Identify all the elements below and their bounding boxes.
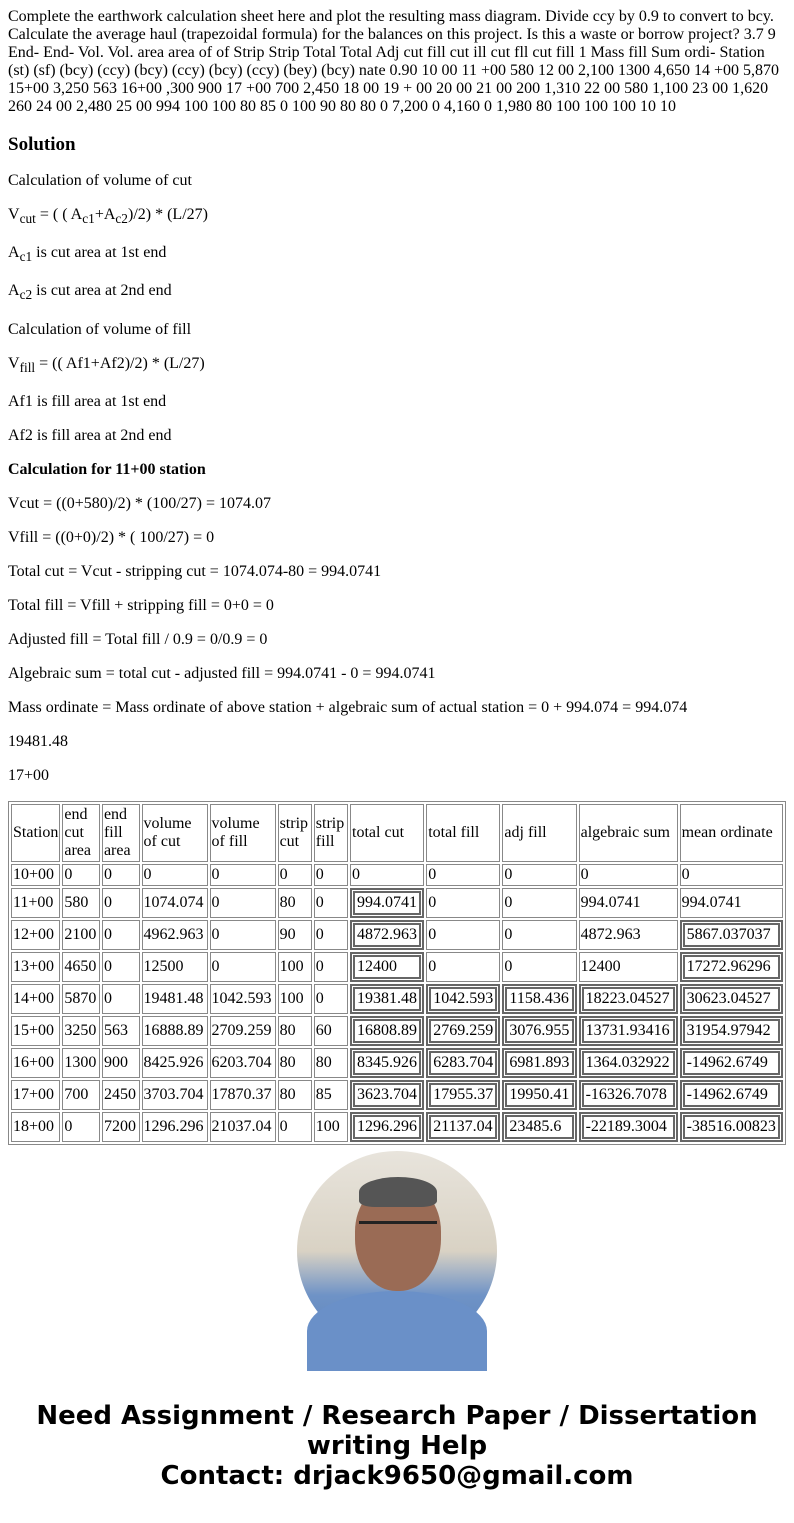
footer-contact: Contact: drjack9650@gmail.com (160, 1460, 634, 1491)
table-cell (680, 1080, 783, 1110)
table-cell: 0 (502, 864, 576, 886)
table-cell: 8425.926 (142, 1048, 208, 1078)
table-cell: 19481.48 (142, 984, 208, 1014)
table-cell: 0 (314, 864, 348, 886)
column-header: adj fill (502, 804, 576, 862)
table-cell: 0 (502, 920, 576, 950)
table-cell: 563 (102, 1016, 140, 1046)
boxed-value: 1296.296 (353, 1115, 421, 1139)
table-cell: 80 (278, 888, 312, 918)
table-row (11, 984, 783, 1014)
table-cell: 15+00 (11, 1016, 60, 1046)
column-header: volume of fill (210, 804, 276, 862)
boxed-value: 6283.704 (429, 1051, 497, 1075)
fill-volume-formula: $V_{fill}$ = (( Af1+Af2)/2) * (L/27) (8, 354, 205, 375)
boxed-value: -38516.00823 (683, 1115, 780, 1139)
table-cell: 900 (102, 1048, 140, 1078)
boxed-value: 12400 (353, 955, 421, 979)
table-cell (680, 952, 783, 982)
boxed-value: 19950.41 (505, 1083, 573, 1107)
calc-line: 19481.48 (8, 732, 68, 750)
table-cell (579, 984, 678, 1014)
table-cell: 0 (278, 1112, 312, 1142)
column-header: Station (11, 804, 60, 862)
table-row (11, 1048, 783, 1078)
table-cell: 4962.963 (142, 920, 208, 950)
boxed-value: 30623.04527 (683, 987, 780, 1011)
calc-line: Adjusted fill = Total fill / 0.9 = 0/0.9 = 0 (8, 630, 268, 648)
table-cell: 0 (426, 952, 500, 982)
boxed-value: 8345.926 (353, 1051, 421, 1075)
table-cell: 0 (210, 864, 276, 886)
table-row (11, 864, 783, 886)
footer-banner (8, 1401, 786, 1491)
table-cell: 100 (278, 952, 312, 982)
table-cell: 2100 (62, 920, 100, 950)
boxed-value: 19381.48 (353, 987, 421, 1011)
boxed-value: -14962.6749 (683, 1083, 780, 1107)
column-header: strip cut (278, 804, 312, 862)
table-cell (502, 1112, 576, 1142)
table-cell: 0 (579, 864, 678, 886)
table-cell: 80 (278, 1016, 312, 1046)
table-cell: 3250 (62, 1016, 100, 1046)
boxed-value: 13731.93416 (582, 1019, 675, 1043)
table-cell: 0 (426, 920, 500, 950)
boxed-value: 23485.6 (505, 1115, 573, 1139)
table-cell: 100 (314, 1112, 348, 1142)
table-cell: 7200 (102, 1112, 140, 1142)
table-cell: 6203.704 (210, 1048, 276, 1078)
table-cell: 4650 (62, 952, 100, 982)
table-row (11, 888, 783, 918)
table-cell: 21037.04 (210, 1112, 276, 1142)
table-cell: 0 (314, 888, 348, 918)
table-row (11, 920, 783, 950)
table-cell: 85 (314, 1080, 348, 1110)
table-cell (350, 984, 424, 1014)
boxed-value: 18223.04527 (582, 987, 675, 1011)
table-cell: 0 (680, 864, 783, 886)
table-cell: 100 (278, 984, 312, 1014)
column-header: strip fill (314, 804, 348, 862)
boxed-value: 3623.704 (353, 1083, 421, 1107)
table-cell (579, 1080, 678, 1110)
table-cell: 90 (278, 920, 312, 950)
boxed-value: 21137.04 (429, 1115, 497, 1139)
earthwork-table (8, 801, 786, 1145)
cut-volume-label: Calculation of volume of cut (8, 172, 192, 189)
table-cell: 0 (278, 864, 312, 886)
boxed-value: 1364.032922 (582, 1051, 675, 1075)
column-header: algebraic sum (579, 804, 678, 862)
table-cell (680, 1048, 783, 1078)
table-cell: 1300 (62, 1048, 100, 1078)
boxed-value: -16326.7078 (582, 1083, 675, 1107)
table-cell (502, 1080, 576, 1110)
table-cell (579, 1048, 678, 1078)
table-cell: 12500 (142, 952, 208, 982)
table-cell: 10+00 (11, 864, 60, 886)
table-cell (350, 920, 424, 950)
ac2-definition: $A_{c2}$ is cut area at 2nd end (8, 282, 172, 303)
calc-line: Vcut = ((0+580)/2) * (100/27) = 1074.07 (8, 494, 272, 512)
boxed-value: -14962.6749 (683, 1051, 780, 1075)
table-cell (350, 1080, 424, 1110)
question-text: Complete the earthwork calculation sheet here and plot the resulting mass diagram. Divide ccy by 0.9 to convert to bcy. Calculate the average haul (trapezoidal formula) for the balances on this project. Is this a waste or borrow project? 3.7 9 End- End- Vol. Vol. area area of of Strip Strip Total Total Adj cut fill cut ill cut fll cut fill 1 Mass fill Sum ordi- Station (st) (sf) (bcy) (ccy) (bcy) (ccy) (bcy) (ccy) (bey) (bcy) nate 0.90 10 00 11 +00 580 12 00 2,100 1300 4,650 14 +00 5,870 15+00 3,250 563 16+00 ,300 900 17 +00 700 2,450 18 00 19 + 00 20 00 21 00 200 1,310 22 00 580 1,100 23 00 1,620 260 24 00 2,480 25 00 994 100 100 80 85 0 100 90 80 80 0 7,200 0 4,160 0 1,980 80 100 100 100 10 10 (8, 8, 780, 115)
table-row (11, 1016, 783, 1046)
boxed-value: 16808.89 (353, 1019, 421, 1043)
af1-definition: Af1 is fill area at 1st end (8, 392, 167, 410)
table-cell: 0 (102, 864, 140, 886)
boxed-value: 994.0741 (353, 891, 421, 915)
table-cell: 0 (102, 952, 140, 982)
column-header: total cut (350, 804, 424, 862)
table-cell (579, 1016, 678, 1046)
boxed-value: 31954.97942 (683, 1019, 780, 1043)
table-cell: 13+00 (11, 952, 60, 982)
calc-line: Total cut = Vcut - stripping cut = 1074.074-80 = 994.0741 (8, 562, 382, 580)
table-cell (350, 888, 424, 918)
boxed-value: 4872.963 (353, 923, 421, 947)
table-cell (426, 1048, 500, 1078)
boxed-value: 17272.96296 (683, 955, 780, 979)
calc-line: Vfill = ((0+0)/2) * ( 100/27) = 0 (8, 528, 215, 546)
table-cell: 12+00 (11, 920, 60, 950)
table-cell: 0 (142, 864, 208, 886)
table-cell: 11+00 (11, 888, 60, 918)
table-row (11, 1112, 783, 1142)
calc-line: Algebraic sum = total cut - adjusted fill = 994.0741 - 0 = 994.0741 (8, 664, 436, 682)
table-row (11, 1080, 783, 1110)
table-cell (350, 1016, 424, 1046)
table-cell: 3703.704 (142, 1080, 208, 1110)
calc-line: Total fill = Vfill + stripping fill = 0+0 = 0 (8, 596, 274, 614)
table-cell: 12400 (579, 952, 678, 982)
table-cell: 2450 (102, 1080, 140, 1110)
author-photo (297, 1151, 497, 1351)
table-cell (680, 1016, 783, 1046)
calc-heading: Calculation for 11+00 station (8, 460, 206, 478)
table-cell (350, 1112, 424, 1142)
table-cell: 0 (210, 952, 276, 982)
table-cell (502, 1048, 576, 1078)
table-cell: 18+00 (11, 1112, 60, 1142)
calc-line: 17+00 (8, 766, 50, 784)
column-header: end cut area (62, 804, 100, 862)
boxed-value: 1158.436 (505, 987, 573, 1011)
table-header-row (11, 804, 783, 862)
table-cell (680, 984, 783, 1014)
table-cell (426, 1080, 500, 1110)
table-cell: 0 (62, 1112, 100, 1142)
table-cell: 700 (62, 1080, 100, 1110)
boxed-value: 3076.955 (505, 1019, 573, 1043)
table-cell (426, 1112, 500, 1142)
boxed-value: -22189.3004 (582, 1115, 675, 1139)
table-cell: 0 (314, 952, 348, 982)
boxed-value: 17955.37 (429, 1083, 497, 1107)
table-cell (426, 984, 500, 1014)
table-cell: 0 (426, 888, 500, 918)
column-header: volume of cut (142, 804, 208, 862)
table-cell: 0 (102, 984, 140, 1014)
table-cell: 994.0741 (680, 888, 783, 918)
table-cell: 0 (350, 864, 424, 886)
table-cell: 1042.593 (210, 984, 276, 1014)
table-cell (426, 1016, 500, 1046)
table-cell: 16888.89 (142, 1016, 208, 1046)
column-header: end fill area (102, 804, 140, 862)
boxed-value: 1042.593 (429, 987, 497, 1011)
table-cell: 0 (502, 888, 576, 918)
table-cell (502, 1016, 576, 1046)
table-cell: 1296.296 (142, 1112, 208, 1142)
ac1-definition: $A_{c1}$ is cut area at 1st end (8, 244, 167, 265)
table-cell: 17+00 (11, 1080, 60, 1110)
fill-volume-label: Calculation of volume of fill (8, 320, 192, 338)
cut-volume-formula: $V_{cut}$ = ( ( $A_{c1}+A_{c2})/2) * (L/27)$ (8, 206, 208, 227)
table-cell (350, 952, 424, 982)
column-header: mean ordinate (680, 804, 783, 862)
table-cell: 80 (278, 1048, 312, 1078)
table-cell (680, 1112, 783, 1142)
calc-line: Mass ordinate = Mass ordinate of above station + algebraic sum of actual station = 0 + 994.074 = 994.074 (8, 698, 688, 716)
table-cell: 0 (314, 984, 348, 1014)
table-cell: 17870.37 (210, 1080, 276, 1110)
table-cell (502, 984, 576, 1014)
calc-lines (8, 495, 786, 785)
table-cell: 5870 (62, 984, 100, 1014)
table-cell: 2709.259 (210, 1016, 276, 1046)
table-cell: 1074.074 (142, 888, 208, 918)
boxed-value: 6981.893 (505, 1051, 573, 1075)
table-cell: 14+00 (11, 984, 60, 1014)
table-cell: 0 (102, 888, 140, 918)
table-cell: 580 (62, 888, 100, 918)
boxed-value: 2769.259 (429, 1019, 497, 1043)
table-cell: 0 (102, 920, 140, 950)
boxed-value: 5867.037037 (683, 923, 780, 947)
table-cell: 0 (426, 864, 500, 886)
table-cell: 0 (210, 920, 276, 950)
table-cell (579, 1112, 678, 1142)
table-cell: 0 (502, 952, 576, 982)
table-cell (350, 1048, 424, 1078)
table-cell (680, 920, 783, 950)
table-cell: 4872.963 (579, 920, 678, 950)
table-cell: 80 (278, 1080, 312, 1110)
table-cell: 994.0741 (579, 888, 678, 918)
table-cell: 16+00 (11, 1048, 60, 1078)
column-header: total fill (426, 804, 500, 862)
table-cell: 0 (62, 864, 100, 886)
table-container (8, 801, 786, 1135)
solution-heading: Solution (8, 134, 76, 155)
table-cell: 0 (210, 888, 276, 918)
table-cell: 60 (314, 1016, 348, 1046)
table-cell: 80 (314, 1048, 348, 1078)
footer-line-1: Need Assignment / Research Paper / Dissertation writing Help (36, 1400, 758, 1461)
table-cell: 0 (314, 920, 348, 950)
af2-definition: Af2 is fill area at 2nd end (8, 426, 172, 444)
table-row (11, 952, 783, 982)
